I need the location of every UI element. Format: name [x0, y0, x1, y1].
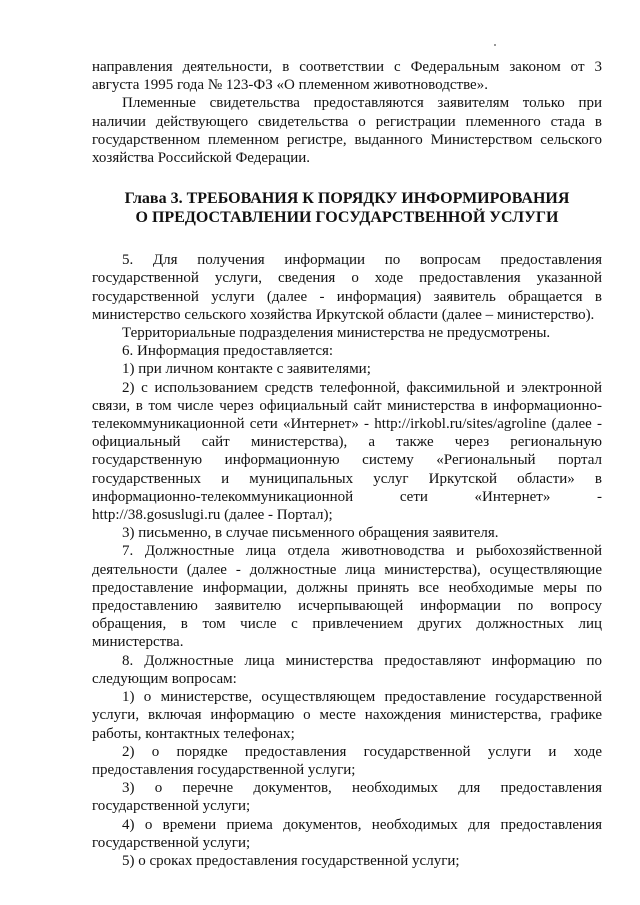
paragraph-6-item-2: 2) с использованием средств телефонной, факсимильной и электронной связи, в том числе через официальный сайт министерства в информационно-телекоммуникационной сети «Интернет» - http://irkobl.ru/sites/agroline (далее - официальный сайт министерства), а также через региональную государственную информационную систему «Региональный портал государственных и муниципальных услуг Иркутской области» в информационно-телекоммуникационной сети «Интернет» - http://38.gosuslugi.ru (далее - Портал); — [92, 379, 602, 524]
paragraph-territorial: Территориальные подразделения министерства не предусмотрены. — [122, 325, 551, 342]
intro-paragraph-2: Племенные свидетельства предоставляются заявителям только при наличии действующего свидетельства о регистрации племенного стада в государственном племенном регистре, выданного Министерством сельского хозяйства Российской Федерации. — [92, 95, 602, 167]
paragraph-8-item-2: 2) о порядке предоставления государственной услуги и ходе предоставления государственной услуги; — [92, 743, 602, 778]
paragraph-8: 8. Должностные лица министерства предоставляют информацию по следующим вопросам: — [92, 652, 602, 687]
intro-paragraph-1: направления деятельности, в соответствии с Федеральным законом от 3 августа 1995 года № 123-ФЗ «О племенном животноводстве». — [92, 59, 602, 94]
paragraph-6-item-3: 3) письменно, в случае письменного обращения заявителя. — [122, 525, 499, 542]
paragraph-8-item-3: 3) о перечне документов, необходимых для предоставления государственной услуги; — [92, 780, 602, 815]
paragraph-5: 5. Для получения информации по вопросам предоставления государственной услуги, сведения о ходе предоставления указанной государственной услуги (далее - информация) заявитель обращается в министерство сельского хозяйства Иркутской области (далее – министерство). — [92, 252, 602, 323]
paragraph-6: 6. Информация предоставляется: — [122, 343, 334, 360]
paragraph-8-item-4: 4) о времени приема документов, необходимых для предоставления государственной услуги; — [92, 816, 602, 851]
document-body — [92, 58, 602, 870]
chapter-heading-line-2: О ПРЕДОСТАВЛЕНИИ ГОСУДАРСТВЕННОЙ УСЛУГИ — [135, 209, 559, 227]
paragraph-7: 7. Должностные лица отдела животноводства и рыбохозяйственной деятельности (далее - должностные лица министерства), осуществляющие предоставление информации, должны принять все необходимые меры по предоставлению заявителю исчерпывающей информации по вопросу обращения, в том числе с привлечением других должностных лиц министерства. — [92, 543, 602, 651]
paragraph-8-item-1: 1) о министерстве, осуществляющем предоставление государственной услуги, включая информацию о месте нахождения министерства, графике работы, контактных телефонах; — [92, 689, 602, 742]
scan-speck — [494, 44, 496, 46]
paragraph-6-item-1: 1) при личном контакте с заявителями; — [122, 361, 371, 378]
chapter-heading — [92, 189, 602, 227]
chapter-heading-line-1: Глава 3. ТРЕБОВАНИЯ К ПОРЯДКУ ИНФОРМИРОВАНИЯ — [124, 190, 570, 208]
paragraph-8-item-5: 5) о сроках предоставления государственной услуги; — [122, 852, 460, 869]
